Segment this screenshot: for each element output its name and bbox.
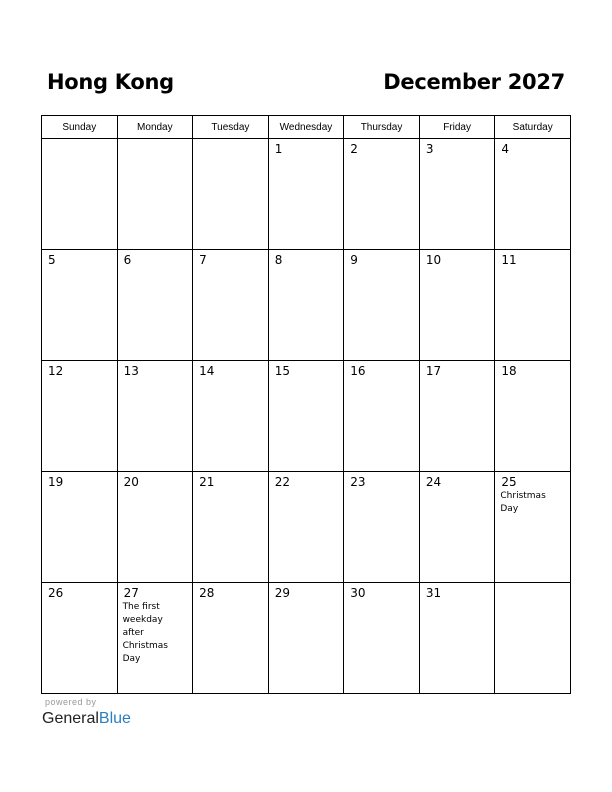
weekday-header: Sunday: [42, 116, 118, 139]
day-number: 10: [425, 253, 442, 267]
holiday-label: Christmas Day: [500, 491, 546, 514]
day-cell: [344, 361, 420, 472]
holiday-label: The first weekday after Christmas Day: [122, 602, 168, 664]
weekday-header: Friday: [419, 116, 495, 139]
day-number: 28: [199, 586, 215, 600]
day-cell: [419, 583, 495, 694]
day-cell: [117, 361, 193, 472]
day-number: 21: [199, 475, 215, 489]
weekday-header: Thursday: [344, 116, 420, 139]
day-cell: [42, 583, 118, 694]
day-number: 11: [501, 253, 517, 267]
month-year-title: December 2027: [383, 70, 565, 94]
day-number: 30: [350, 586, 366, 600]
day-cell: [419, 472, 495, 583]
day-number: 5: [48, 253, 56, 267]
day-number: 26: [48, 586, 64, 600]
day-cell: [268, 583, 344, 694]
week-row: [42, 583, 571, 694]
day-cell: [344, 139, 420, 250]
day-number: 9: [350, 253, 358, 267]
day-number: 15: [274, 364, 290, 378]
weekday-header: Wednesday: [268, 116, 344, 139]
day-cell: [42, 139, 118, 250]
day-cell: [495, 472, 571, 583]
brand-logo-blue: Blue: [98, 710, 131, 727]
day-cell: [419, 361, 495, 472]
region-title: Hong Kong: [47, 70, 174, 94]
day-cell: [193, 250, 269, 361]
day-number: 12: [48, 364, 64, 378]
day-number: [42, 139, 117, 142]
day-number: 23: [350, 475, 366, 489]
day-number: [118, 139, 193, 142]
day-cell: [495, 583, 571, 694]
day-cell: [419, 250, 495, 361]
day-cell: [344, 472, 420, 583]
day-number: 4: [501, 142, 510, 156]
day-number: 19: [48, 475, 64, 489]
footer-brand: [42, 696, 131, 729]
day-number: 31: [425, 586, 442, 600]
day-cell: [117, 250, 193, 361]
day-number: 17: [425, 364, 442, 378]
day-number: 8: [274, 253, 283, 267]
day-cell: [495, 250, 571, 361]
day-number: [193, 139, 268, 142]
week-row: [42, 250, 571, 361]
day-number: [495, 583, 570, 586]
week-row: [42, 472, 571, 583]
day-number: 2: [350, 142, 358, 156]
day-number: 6: [123, 253, 132, 267]
day-cell: [193, 472, 269, 583]
brand-logo: [42, 709, 131, 729]
day-number: 25: [501, 475, 517, 489]
day-cell: [344, 583, 420, 694]
calendar-grid: [41, 115, 571, 694]
day-number: 14: [199, 364, 215, 378]
day-cell: [268, 472, 344, 583]
day-number: 24: [425, 475, 442, 489]
day-number: 20: [123, 475, 139, 489]
day-number: 18: [501, 364, 517, 378]
day-cell: [419, 139, 495, 250]
brand-logo-general: General: [42, 710, 99, 727]
week-row: [42, 361, 571, 472]
day-cell: [42, 472, 118, 583]
day-number: 29: [274, 586, 290, 600]
day-number: 27: [123, 586, 139, 600]
weekday-header: Saturday: [495, 116, 571, 139]
day-number: 3: [425, 142, 434, 156]
weekday-header: Tuesday: [193, 116, 269, 139]
day-number: 1: [274, 142, 283, 156]
day-cell: [268, 250, 344, 361]
day-cell: [344, 250, 420, 361]
day-cell: [268, 139, 344, 250]
day-cell: [193, 139, 269, 250]
day-cell: [193, 583, 269, 694]
week-row: [42, 139, 571, 250]
day-number: 13: [123, 364, 139, 378]
day-cell: [117, 472, 193, 583]
day-cell: [193, 361, 269, 472]
day-cell: [268, 361, 344, 472]
day-cell: [495, 139, 571, 250]
day-cell: [117, 583, 193, 694]
day-number: 7: [199, 253, 207, 267]
day-cell: [42, 250, 118, 361]
day-number: 22: [274, 475, 290, 489]
day-cell: [495, 361, 571, 472]
day-number: 16: [350, 364, 366, 378]
weekday-header-row: [42, 116, 571, 139]
day-cell: [117, 139, 193, 250]
weekday-header: Monday: [117, 116, 193, 139]
day-cell: [42, 361, 118, 472]
powered-by-text: powered by: [45, 697, 97, 707]
